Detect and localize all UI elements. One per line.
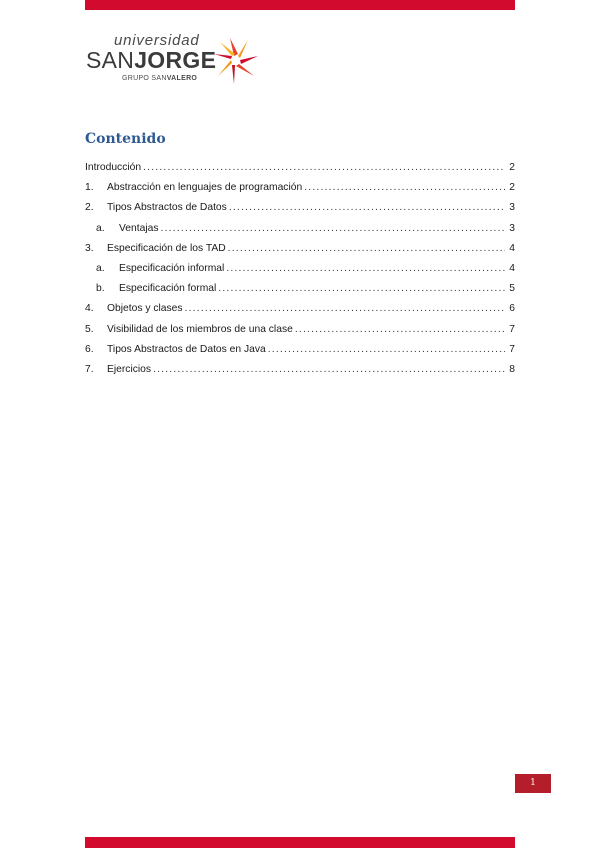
toc-entry-label: Ventajas — [119, 222, 159, 234]
page-number-badge: 1 — [515, 774, 551, 793]
toc-leader — [268, 340, 506, 360]
logo-grupo-san: GRUPO SAN — [122, 75, 167, 82]
toc-entry-label: Visibilidad de los miembros de una clase — [107, 323, 293, 335]
toc-entry-number: 3. — [85, 242, 94, 254]
footer-bar — [85, 837, 515, 848]
toc-entry-label: Especificación de los TAD — [107, 242, 226, 254]
toc-entry-page: 3 — [509, 222, 515, 234]
toc-leader — [143, 158, 505, 178]
toc-entry[interactable] — [85, 178, 515, 198]
toc-entry-page: 4 — [509, 262, 515, 274]
toc-entry[interactable] — [85, 340, 515, 360]
toc-entry[interactable] — [85, 279, 515, 299]
logo-jorge-text: JORGE — [134, 47, 217, 73]
toc-entry-page: 2 — [509, 162, 515, 173]
toc-leader — [229, 198, 505, 218]
toc-entry-page: 3 — [509, 202, 515, 214]
toc-leader — [304, 178, 505, 198]
toc-entry-number: a. — [96, 262, 105, 274]
toc-entry[interactable] — [85, 299, 515, 319]
toc-entry-page: 7 — [509, 343, 515, 355]
toc-leader — [185, 299, 506, 319]
toc-entry[interactable] — [85, 320, 515, 340]
starburst-icon — [214, 35, 258, 85]
toc-entry-label: Introducción — [85, 162, 142, 173]
table-of-contents — [85, 158, 515, 380]
toc-leader — [295, 320, 505, 340]
toc-entry[interactable] — [85, 158, 515, 178]
toc-entry-label: Objetos y clases — [107, 303, 183, 315]
toc-entry-number: 7. — [85, 363, 94, 375]
toc-entry-page: 6 — [509, 303, 515, 315]
logo-universidad-text: universidad — [114, 32, 200, 49]
toc-leader — [218, 279, 505, 299]
toc-entry-number: 4. — [85, 303, 94, 315]
toc-entry-page: 7 — [509, 323, 515, 335]
logo-san-text: SAN — [86, 47, 135, 73]
toc-leader — [228, 239, 506, 259]
toc-entry-label: Especificación formal — [119, 283, 217, 295]
toc-entry-number: 6. — [85, 343, 94, 355]
toc-entry-page: 8 — [509, 363, 515, 375]
toc-entry-number: 2. — [85, 202, 94, 214]
toc-entry-label: Tipos Abstractos de Datos en Java — [107, 343, 266, 355]
logo-grupo-text — [122, 74, 197, 83]
logo-valero: VALERO — [166, 75, 198, 82]
toc-leader — [226, 259, 505, 279]
toc-entry-number: b. — [96, 283, 105, 295]
toc-entry-label: Especificación informal — [119, 262, 225, 274]
toc-entry-number: a. — [96, 222, 105, 234]
toc-entry-number: 1. — [85, 182, 94, 194]
toc-entry-page: 2 — [509, 182, 515, 194]
logo-name — [86, 47, 216, 73]
toc-entry[interactable] — [85, 259, 515, 279]
toc-entry-label: Abstracción en lenguajes de programación — [107, 182, 303, 194]
university-logo — [86, 33, 276, 89]
toc-leader — [161, 219, 506, 239]
toc-entry-page: 5 — [509, 283, 515, 295]
toc-entry[interactable] — [85, 360, 515, 380]
header-bar — [85, 0, 515, 10]
toc-entry[interactable] — [85, 198, 515, 218]
toc-entry[interactable] — [85, 219, 515, 239]
toc-entry-label: Tipos Abstractos de Datos — [107, 202, 227, 214]
toc-entry[interactable] — [85, 239, 515, 259]
toc-leader — [153, 360, 505, 380]
toc-entry-number: 5. — [85, 323, 94, 335]
toc-entry-page: 4 — [509, 242, 515, 254]
toc-title: Contenido — [85, 131, 166, 147]
toc-entry-label: Ejercicios — [107, 363, 152, 375]
